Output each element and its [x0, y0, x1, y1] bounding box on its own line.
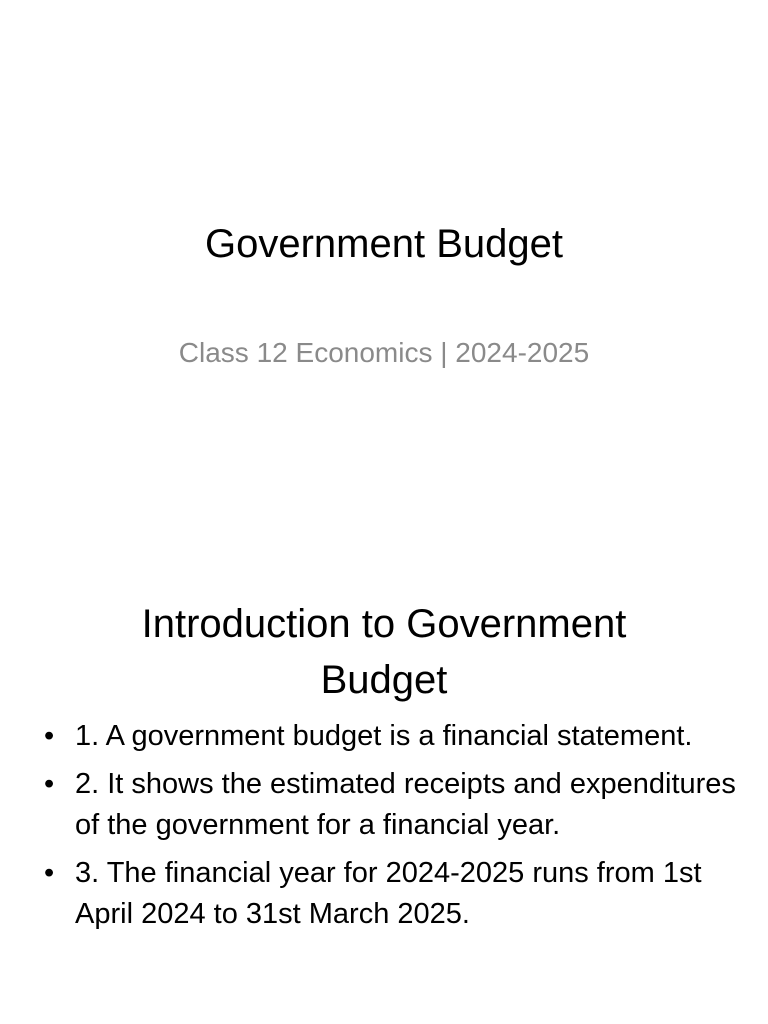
- list-item-text: 1. A government budget is a financial statement.: [75, 720, 693, 752]
- bullet-icon: •: [44, 768, 55, 800]
- list-item: [40, 853, 740, 935]
- list-item-text: 2. It shows the estimated receipts and expenditures of the government for a financial year.: [75, 768, 736, 841]
- section-heading: Introduction to Government Budget: [141, 602, 627, 702]
- list-item: [40, 716, 740, 757]
- list-item: [40, 764, 740, 846]
- slide-subtitle: Class 12 Economics | 2024-2025: [178, 337, 590, 368]
- slide-title: Government Budget: [205, 222, 563, 266]
- bullet-icon: •: [44, 857, 55, 889]
- bullet-icon: •: [44, 720, 55, 752]
- list-item-text: 3. The financial year for 2024-2025 runs from 1st April 2024 to 31st March 2025.: [75, 857, 702, 930]
- bullet-list: [40, 716, 740, 942]
